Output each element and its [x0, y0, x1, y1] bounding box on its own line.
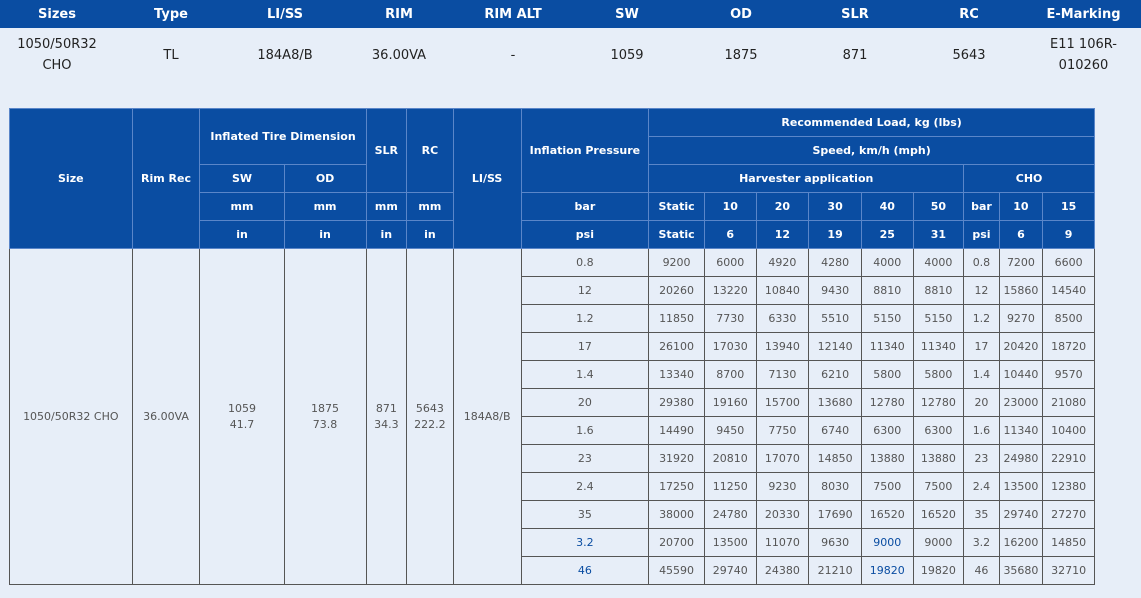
header-inflated-dimension: Inflated Tire Dimension: [200, 109, 366, 165]
load-cell: 11850: [649, 305, 705, 333]
header-speed-mph-25: 25: [861, 221, 913, 249]
load-cell: 8700: [704, 361, 756, 389]
load-cell: 14850: [1043, 529, 1095, 557]
load-cell: 21080: [1043, 389, 1095, 417]
load-cell: 9200: [649, 249, 705, 277]
left-sw-cell: [200, 249, 284, 585]
load-cell: 6210: [809, 361, 862, 389]
load-cell: 11340: [913, 333, 964, 361]
left-rc-cell: [407, 249, 454, 585]
pressure-cell: 20: [521, 389, 649, 417]
summary-size-line2: CHO: [42, 58, 72, 73]
summary-od: 1875: [724, 47, 758, 63]
header-size: Size: [10, 109, 133, 249]
load-cell: 19820: [913, 557, 964, 585]
load-cell: 35: [964, 501, 999, 529]
load-cell: 4280: [809, 249, 862, 277]
load-cell: 20810: [704, 445, 756, 473]
load-cell: 13880: [861, 445, 913, 473]
left-slr-cell: [366, 249, 407, 585]
load-cell: 9570: [1043, 361, 1095, 389]
summary-header-rc: RC: [912, 0, 1026, 28]
summary-header-type: Type: [114, 0, 228, 28]
header-pressure-psi: psi: [521, 221, 649, 249]
header-speed-mph-6: 6: [704, 221, 756, 249]
load-cell: 7730: [704, 305, 756, 333]
left-li-ss: 184A8/B: [463, 409, 511, 423]
pressure-cell: 1.2: [521, 305, 649, 333]
header-rc-mm: mm: [407, 193, 454, 221]
load-cell: 6300: [913, 417, 964, 445]
load-cell: 4000: [913, 249, 964, 277]
load-cell: 14540: [1043, 277, 1095, 305]
load-cell: 2.4: [964, 473, 999, 501]
load-cell: 6300: [861, 417, 913, 445]
header-speed-kmh-10: 10: [704, 193, 756, 221]
left-slr-in: 34.3: [374, 417, 399, 431]
header-od: OD: [284, 165, 366, 193]
tire-summary-table: [0, 0, 1141, 82]
load-cell: 35680: [999, 557, 1043, 585]
load-cell: 11340: [999, 417, 1043, 445]
summary-li-ss: 184A8/B: [257, 47, 313, 63]
load-cell: 13680: [809, 389, 862, 417]
load-cell: 4000: [861, 249, 913, 277]
load-cell: 8810: [861, 277, 913, 305]
load-cell: 1.4: [964, 361, 999, 389]
summary-header-rim-alt: RIM ALT: [456, 0, 570, 28]
load-cell: 17250: [649, 473, 705, 501]
load-cell: 15860: [999, 277, 1043, 305]
summary-header-li-ss: LI/SS: [228, 0, 342, 28]
load-cell: 8030: [809, 473, 862, 501]
load-cell: 17: [964, 333, 999, 361]
header-cho: CHO: [964, 165, 1095, 193]
left-od-mm: 1875: [311, 401, 340, 415]
load-cell: 7750: [756, 417, 809, 445]
load-cell: 16200: [999, 529, 1043, 557]
header-static-kmh: Static: [649, 193, 705, 221]
load-cell: 26100: [649, 333, 705, 361]
left-od-cell: [284, 249, 366, 585]
left-rc-in: 222.2: [414, 417, 446, 431]
pressure-cell: 23: [521, 445, 649, 473]
header-slr-mm: mm: [366, 193, 407, 221]
load-cell: 17690: [809, 501, 862, 529]
load-cell: 9230: [756, 473, 809, 501]
left-size-cell: [10, 249, 133, 585]
load-cell: 14490: [649, 417, 705, 445]
summary-sw: 1059: [610, 47, 644, 63]
load-cell: 17030: [704, 333, 756, 361]
summary-header-row: [0, 0, 1141, 28]
header-speed-kmh-30: 30: [809, 193, 862, 221]
load-cell: 9270: [999, 305, 1043, 333]
pressure-cell: 12: [521, 277, 649, 305]
pressure-cell: 1.6: [521, 417, 649, 445]
header-cho-psi: psi: [964, 221, 999, 249]
load-cell: 5800: [913, 361, 964, 389]
header-speed-kmh-20: 20: [756, 193, 809, 221]
load-cell: 24980: [999, 445, 1043, 473]
load-cell: 12780: [861, 389, 913, 417]
load-cell: 20420: [999, 333, 1043, 361]
pressure-cell: 35: [521, 501, 649, 529]
summary-header-sizes: Sizes: [0, 0, 114, 28]
load-cell: 6330: [756, 305, 809, 333]
load-cell: 8810: [913, 277, 964, 305]
summary-row: [0, 28, 1141, 82]
load-cell: 46: [964, 557, 999, 585]
load-cell: 22910: [1043, 445, 1095, 473]
load-cell: 4920: [756, 249, 809, 277]
header-li-ss: LI/SS: [453, 109, 521, 249]
header-sw-mm: mm: [200, 193, 284, 221]
header-pressure-bar: bar: [521, 193, 649, 221]
header-slr-in: in: [366, 221, 407, 249]
load-cell: 15700: [756, 389, 809, 417]
load-cell: 14850: [809, 445, 862, 473]
load-table: [9, 108, 1095, 585]
load-cell: 13940: [756, 333, 809, 361]
load-cell: 6740: [809, 417, 862, 445]
load-cell: 13500: [999, 473, 1043, 501]
load-cell: 12140: [809, 333, 862, 361]
header-speed-mph-12: 12: [756, 221, 809, 249]
load-cell: 21210: [809, 557, 862, 585]
summary-header-sw: SW: [570, 0, 684, 28]
pressure-cell: 0.8: [521, 249, 649, 277]
header-rc: RC: [407, 109, 454, 193]
left-li-ss-cell: [453, 249, 521, 585]
pressure-cell: 46: [521, 557, 649, 585]
header-sw-in: in: [200, 221, 284, 249]
pressure-cell: 2.4: [521, 473, 649, 501]
load-cell: 6600: [1043, 249, 1095, 277]
load-cell: 8500: [1043, 305, 1095, 333]
load-cell: 31920: [649, 445, 705, 473]
summary-header-od: OD: [684, 0, 798, 28]
summary-slr: 871: [842, 47, 868, 63]
load-cell: 10440: [999, 361, 1043, 389]
summary-type: TL: [163, 47, 179, 63]
load-cell: 20330: [756, 501, 809, 529]
load-cell: 12380: [1043, 473, 1095, 501]
header-speed-kmh-40: 40: [861, 193, 913, 221]
load-cell: 16520: [913, 501, 964, 529]
header-harvester: Harvester application: [649, 165, 964, 193]
load-cell: 29380: [649, 389, 705, 417]
load-cell: 32710: [1043, 557, 1095, 585]
load-cell: 24780: [704, 501, 756, 529]
pressure-cell: 1.4: [521, 361, 649, 389]
load-cell: 27270: [1043, 501, 1095, 529]
header-rim-rec: Rim Rec: [132, 109, 200, 249]
load-cell: 5150: [861, 305, 913, 333]
header-od-mm: mm: [284, 193, 366, 221]
load-cell: 13220: [704, 277, 756, 305]
summary-header-e-marking: E-Marking: [1026, 0, 1141, 28]
load-cell: 6000: [704, 249, 756, 277]
load-cell: 20260: [649, 277, 705, 305]
load-cell: 38000: [649, 501, 705, 529]
header-sw: SW: [200, 165, 284, 193]
load-cell: 13340: [649, 361, 705, 389]
load-cell: 45590: [649, 557, 705, 585]
load-cell: 7500: [913, 473, 964, 501]
left-rim-rec-cell: [132, 249, 200, 585]
load-cell: 13500: [704, 529, 756, 557]
load-cell: 12: [964, 277, 999, 305]
left-od-in: 73.8: [312, 417, 338, 431]
header-speed-mph-19: 19: [809, 221, 862, 249]
header-speed: Speed, km/h (mph): [649, 137, 1095, 165]
header-slr: SLR: [366, 109, 407, 193]
summary-e-marking: E11 106R-010260: [1050, 37, 1117, 73]
summary-header-rim: RIM: [342, 0, 456, 28]
load-cell: 10840: [756, 277, 809, 305]
load-cell: 12780: [913, 389, 964, 417]
load-cell: 9450: [704, 417, 756, 445]
load-cell: 18720: [1043, 333, 1095, 361]
load-cell: 13880: [913, 445, 964, 473]
header-speed-mph-31: 31: [913, 221, 964, 249]
header-recommended-load: Recommended Load, kg (lbs): [649, 109, 1095, 137]
left-rim-rec: 36.00VA: [143, 409, 189, 423]
header-cho-bar: bar: [964, 193, 999, 221]
header-inflation-pressure: Inflation Pressure: [521, 109, 649, 193]
summary-rim-alt: -: [510, 47, 516, 63]
load-cell: 11340: [861, 333, 913, 361]
load-cell: 0.8: [964, 249, 999, 277]
load-cell: 11070: [756, 529, 809, 557]
header-cho-kmh-15: 15: [1043, 193, 1095, 221]
load-cell: 29740: [999, 501, 1043, 529]
load-cell: 23: [964, 445, 999, 473]
load-cell: 5150: [913, 305, 964, 333]
left-sw-mm: 1059: [227, 401, 256, 415]
summary-size-line1: 1050/50R32: [17, 37, 97, 52]
summary-rc: 5643: [952, 47, 986, 63]
load-cell: 24380: [756, 557, 809, 585]
load-cell: 11250: [704, 473, 756, 501]
left-slr-mm: 871: [375, 401, 397, 415]
load-cell: 23000: [999, 389, 1043, 417]
load-cell: 3.2: [964, 529, 999, 557]
load-cell: 17070: [756, 445, 809, 473]
table-row: [10, 249, 1095, 277]
header-cho-kmh-10: 10: [999, 193, 1043, 221]
summary-header-slr: SLR: [798, 0, 912, 28]
load-cell: 7130: [756, 361, 809, 389]
left-rc-mm: 5643: [415, 401, 444, 415]
summary-rim: 36.00VA: [371, 47, 427, 63]
load-table-body: [10, 249, 1095, 585]
pressure-cell: 17: [521, 333, 649, 361]
load-cell: 1.6: [964, 417, 999, 445]
left-sw-in: 41.7: [229, 417, 255, 431]
load-cell: 10400: [1043, 417, 1095, 445]
header-speed-kmh-50: 50: [913, 193, 964, 221]
load-cell: 16520: [861, 501, 913, 529]
header-cho-mph-9: 9: [1043, 221, 1095, 249]
load-cell: 7200: [999, 249, 1043, 277]
pressure-cell: 3.2: [521, 529, 649, 557]
load-header-row-1: [10, 109, 1095, 137]
load-cell: 7500: [861, 473, 913, 501]
load-cell: 9000: [861, 529, 913, 557]
header-od-in: in: [284, 221, 366, 249]
load-cell: 5510: [809, 305, 862, 333]
left-size: 1050/50R32 CHO: [23, 409, 119, 423]
summary-size-cell: [0, 28, 114, 82]
load-cell: 20: [964, 389, 999, 417]
load-cell: 9630: [809, 529, 862, 557]
load-cell: 1.2: [964, 305, 999, 333]
load-cell: 9430: [809, 277, 862, 305]
load-cell: 9000: [913, 529, 964, 557]
header-cho-mph-6: 6: [999, 221, 1043, 249]
load-cell: 5800: [861, 361, 913, 389]
load-cell: 19820: [861, 557, 913, 585]
load-cell: 29740: [704, 557, 756, 585]
header-rc-in: in: [407, 221, 454, 249]
load-cell: 19160: [704, 389, 756, 417]
header-static-mph: Static: [649, 221, 705, 249]
load-cell: 20700: [649, 529, 705, 557]
